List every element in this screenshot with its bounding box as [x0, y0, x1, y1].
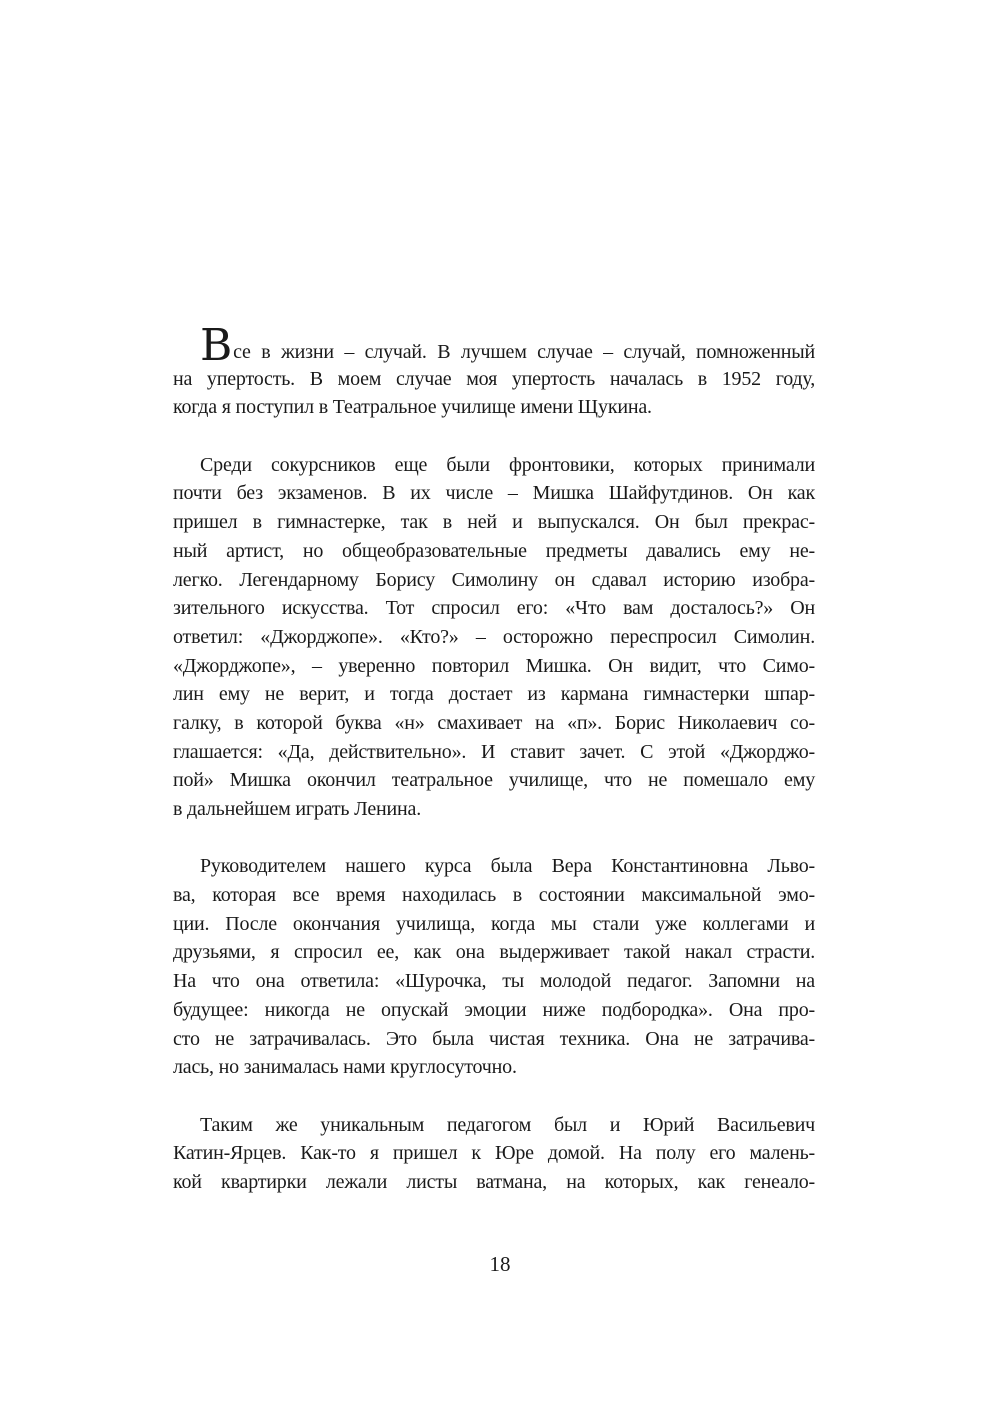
- line-text: глашается: «Да, действительно». И ставит зачет. С этой «Джорджо-: [173, 740, 815, 763]
- paragraph: [173, 1111, 815, 1197]
- body-text: [173, 320, 815, 1225]
- line-text: лась, но занималась нами круглосуточно.: [173, 1056, 517, 1079]
- text-line: [173, 623, 815, 652]
- text-line: [173, 652, 815, 681]
- line-text: Руководителем нашего курса была Вера Константиновна Льво-: [200, 855, 815, 878]
- text-line: [173, 1053, 815, 1082]
- text-line: [173, 967, 815, 996]
- line-text: ва, которая все время находилась в состоянии максимальной эмо-: [173, 884, 815, 907]
- text-line: [173, 451, 815, 480]
- text-line: [173, 1139, 815, 1168]
- line-text: в дальнейшем играть Ленина.: [173, 798, 422, 820]
- text-line: [173, 795, 815, 824]
- line-text: зительного искусства. Тот спросил его: «Что вам досталось?» Он: [173, 597, 815, 620]
- text-line: [173, 1168, 815, 1197]
- line-text: лин ему не верит, и тогда достает из кармана гимнастерки шпар-: [173, 683, 815, 706]
- line-text: се в жизни – случай. В лучшем случае – случай, помноженный: [233, 341, 815, 363]
- text-line: [173, 881, 815, 910]
- line-text: на упертость. В моем случае моя упертость началась в 1952 году,: [173, 367, 815, 390]
- text-line: [173, 738, 815, 767]
- text-line: [173, 766, 815, 795]
- line-text: когда я поступил в Театральное училище имени Щукина.: [173, 396, 652, 419]
- line-text: ный артист, но общеобразовательные предметы давались ему не-: [173, 539, 815, 562]
- text-line: [173, 393, 815, 422]
- text-line: [173, 938, 815, 967]
- text-line: [173, 508, 815, 537]
- text-line: [173, 479, 815, 508]
- text-line: [173, 594, 815, 623]
- line-text: На что она ответила: «Шурочка, ты молодой педагог. Запомни на: [173, 970, 815, 993]
- line-text: почти без экзаменов. В их числе – Мишка Шайфутдинов. Он как: [173, 482, 815, 505]
- line-text: Катин-Ярцев. Как-то я пришел к Юре домой. На полу его малень-: [173, 1142, 815, 1165]
- line-text: сто не затрачивалась. Это была чистая техника. Она не затрачива-: [173, 1027, 815, 1050]
- text-line: [173, 680, 815, 709]
- text-line: [173, 996, 815, 1025]
- text-line: [173, 365, 815, 394]
- paragraph: [173, 852, 815, 1082]
- text-line: [173, 566, 815, 595]
- text-line: [173, 910, 815, 939]
- line-text: ответил: «Джорджопе». «Кто?» – осторожно переспросил Симолин.: [173, 625, 815, 648]
- line-text: Среди сокурсников еще были фронтовики, которых принимали: [200, 453, 815, 476]
- text-line: [173, 537, 815, 566]
- text-line: [173, 1025, 815, 1054]
- line-text: кой квартирки лежали листы ватмана, на которых, как генеало-: [173, 1170, 815, 1193]
- line-text: Таким же уникальным педагогом был и Юрий Васильевич: [200, 1113, 815, 1136]
- line-text: пришел в гимнастерке, так в ней и выпускался. Он был прекрас-: [173, 511, 815, 534]
- text-line: [173, 709, 815, 738]
- line-text: «Джорджопе», – уверенно повторил Мишка. Он видит, что Симо-: [173, 654, 815, 677]
- paragraph: [173, 451, 815, 824]
- text-line: [173, 320, 815, 371]
- text-line: [173, 1111, 815, 1140]
- paragraph: [173, 320, 815, 422]
- line-text: будущее: никогда не опускай эмоции ниже подбородка». Она про-: [173, 998, 815, 1021]
- page-number: 18: [489, 1252, 511, 1276]
- line-text: пой» Мишка окончил театральное училище, что не помешало ему: [173, 769, 815, 792]
- line-text: легко. Легендарному Борису Симолину он сдавал историю изобра-: [173, 568, 815, 591]
- text-line: [173, 852, 815, 881]
- drop-cap: В: [200, 320, 233, 371]
- line-text: галку, в которой буква «н» смахивает на «п». Борис Николаевич со-: [173, 711, 815, 734]
- line-text: друзьями, я спросил ее, как она выдерживает такой накал страсти.: [173, 941, 815, 964]
- line-text: ции. После окончания училища, когда мы стали уже коллегами и: [173, 912, 815, 935]
